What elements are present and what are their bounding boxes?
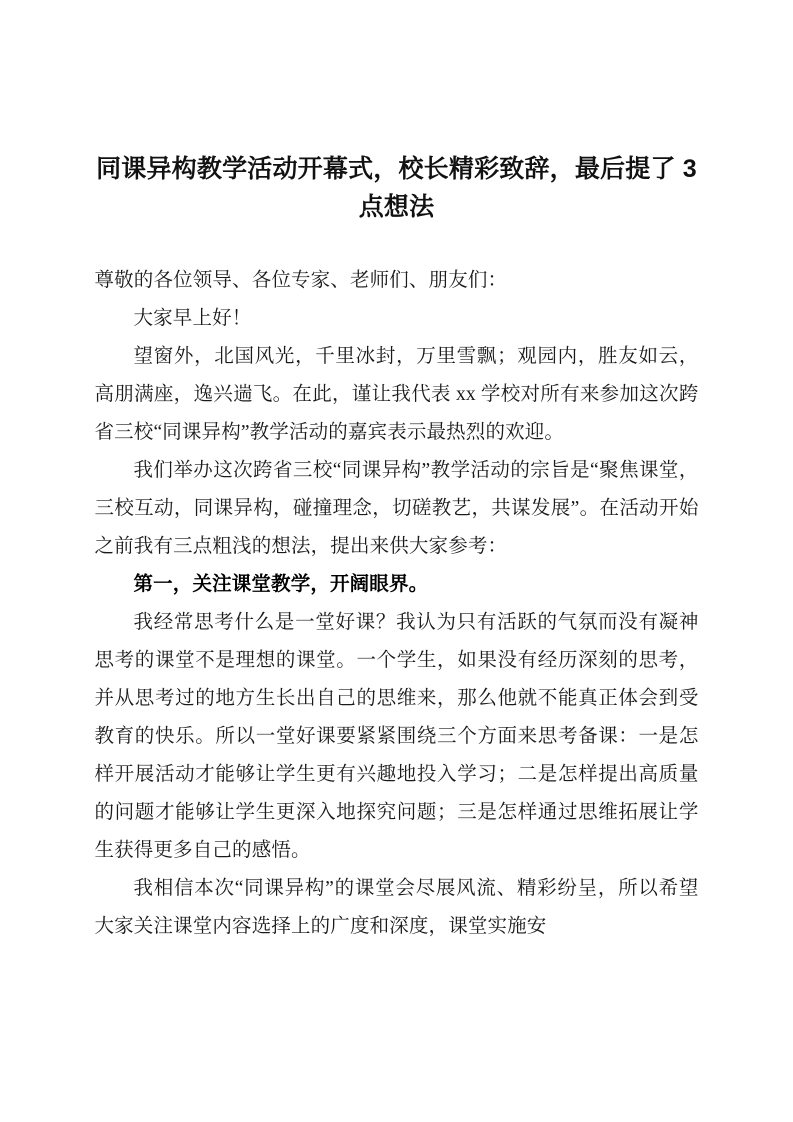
paragraph-salutation: 尊敬的各位领导、各位专家、老师们、朋友们： xyxy=(94,270,508,291)
title-body-gap xyxy=(95,226,699,262)
document-body xyxy=(95,150,699,946)
page-title: 同课异构教学活动开幕式，校长精彩致辞，最后提了 3 点想法 xyxy=(96,155,697,221)
paragraph-purpose: 我们举办这次跨省三校“同课异构”教学活动的宗旨是“聚焦课堂，三校互动，同课异构，碰撞理念，切磋教艺，共谋发展”。在活动开始之前我有三点粗浅的想法，提出来供大家参考： xyxy=(94,460,699,557)
page-header-spacer xyxy=(0,0,793,150)
paragraph-greeting: 大家早上好！ xyxy=(133,308,252,329)
paragraph-opening-welcome: 望窗外，北国风光，千里冰封，万里雪飘；观园内，胜友如云，高朋满座，逸兴遄飞。在此，谨让我代表 xx 学校对所有来参加这次跨省三校“同课异构”教学活动的嘉宾表示最热烈的欢迎。 xyxy=(94,346,699,443)
paragraph-closing-belief: 我相信本次“同课异构”的课堂会尽展风流、精彩纷呈，所以希望大家关注课堂内容选择上的广度和深度，课堂实施安 xyxy=(94,878,699,937)
paragraph-point-one-heading: 第一，关注课堂教学，开阔眼界。 xyxy=(133,574,429,595)
paragraph-point-one-body: 我经常思考什么是一堂好课？我认为只有活跃的气氛而没有凝神思考的课堂不是理想的课堂。一个学生，如果没有经历深刻的思考，并从思考过的地方生长出自己的思维来，那么他就不能真正体会到受教育的快乐。所以一堂好课要紧紧围绕三个方面来思考备课：一是怎样开展活动才能够让学生更有兴趣地投入学习；二是怎样提出高质量的问题才能够让学生更深入地探究问题；三是怎样通过思维拓展让学生获得更多自己的感悟。 xyxy=(94,612,699,861)
